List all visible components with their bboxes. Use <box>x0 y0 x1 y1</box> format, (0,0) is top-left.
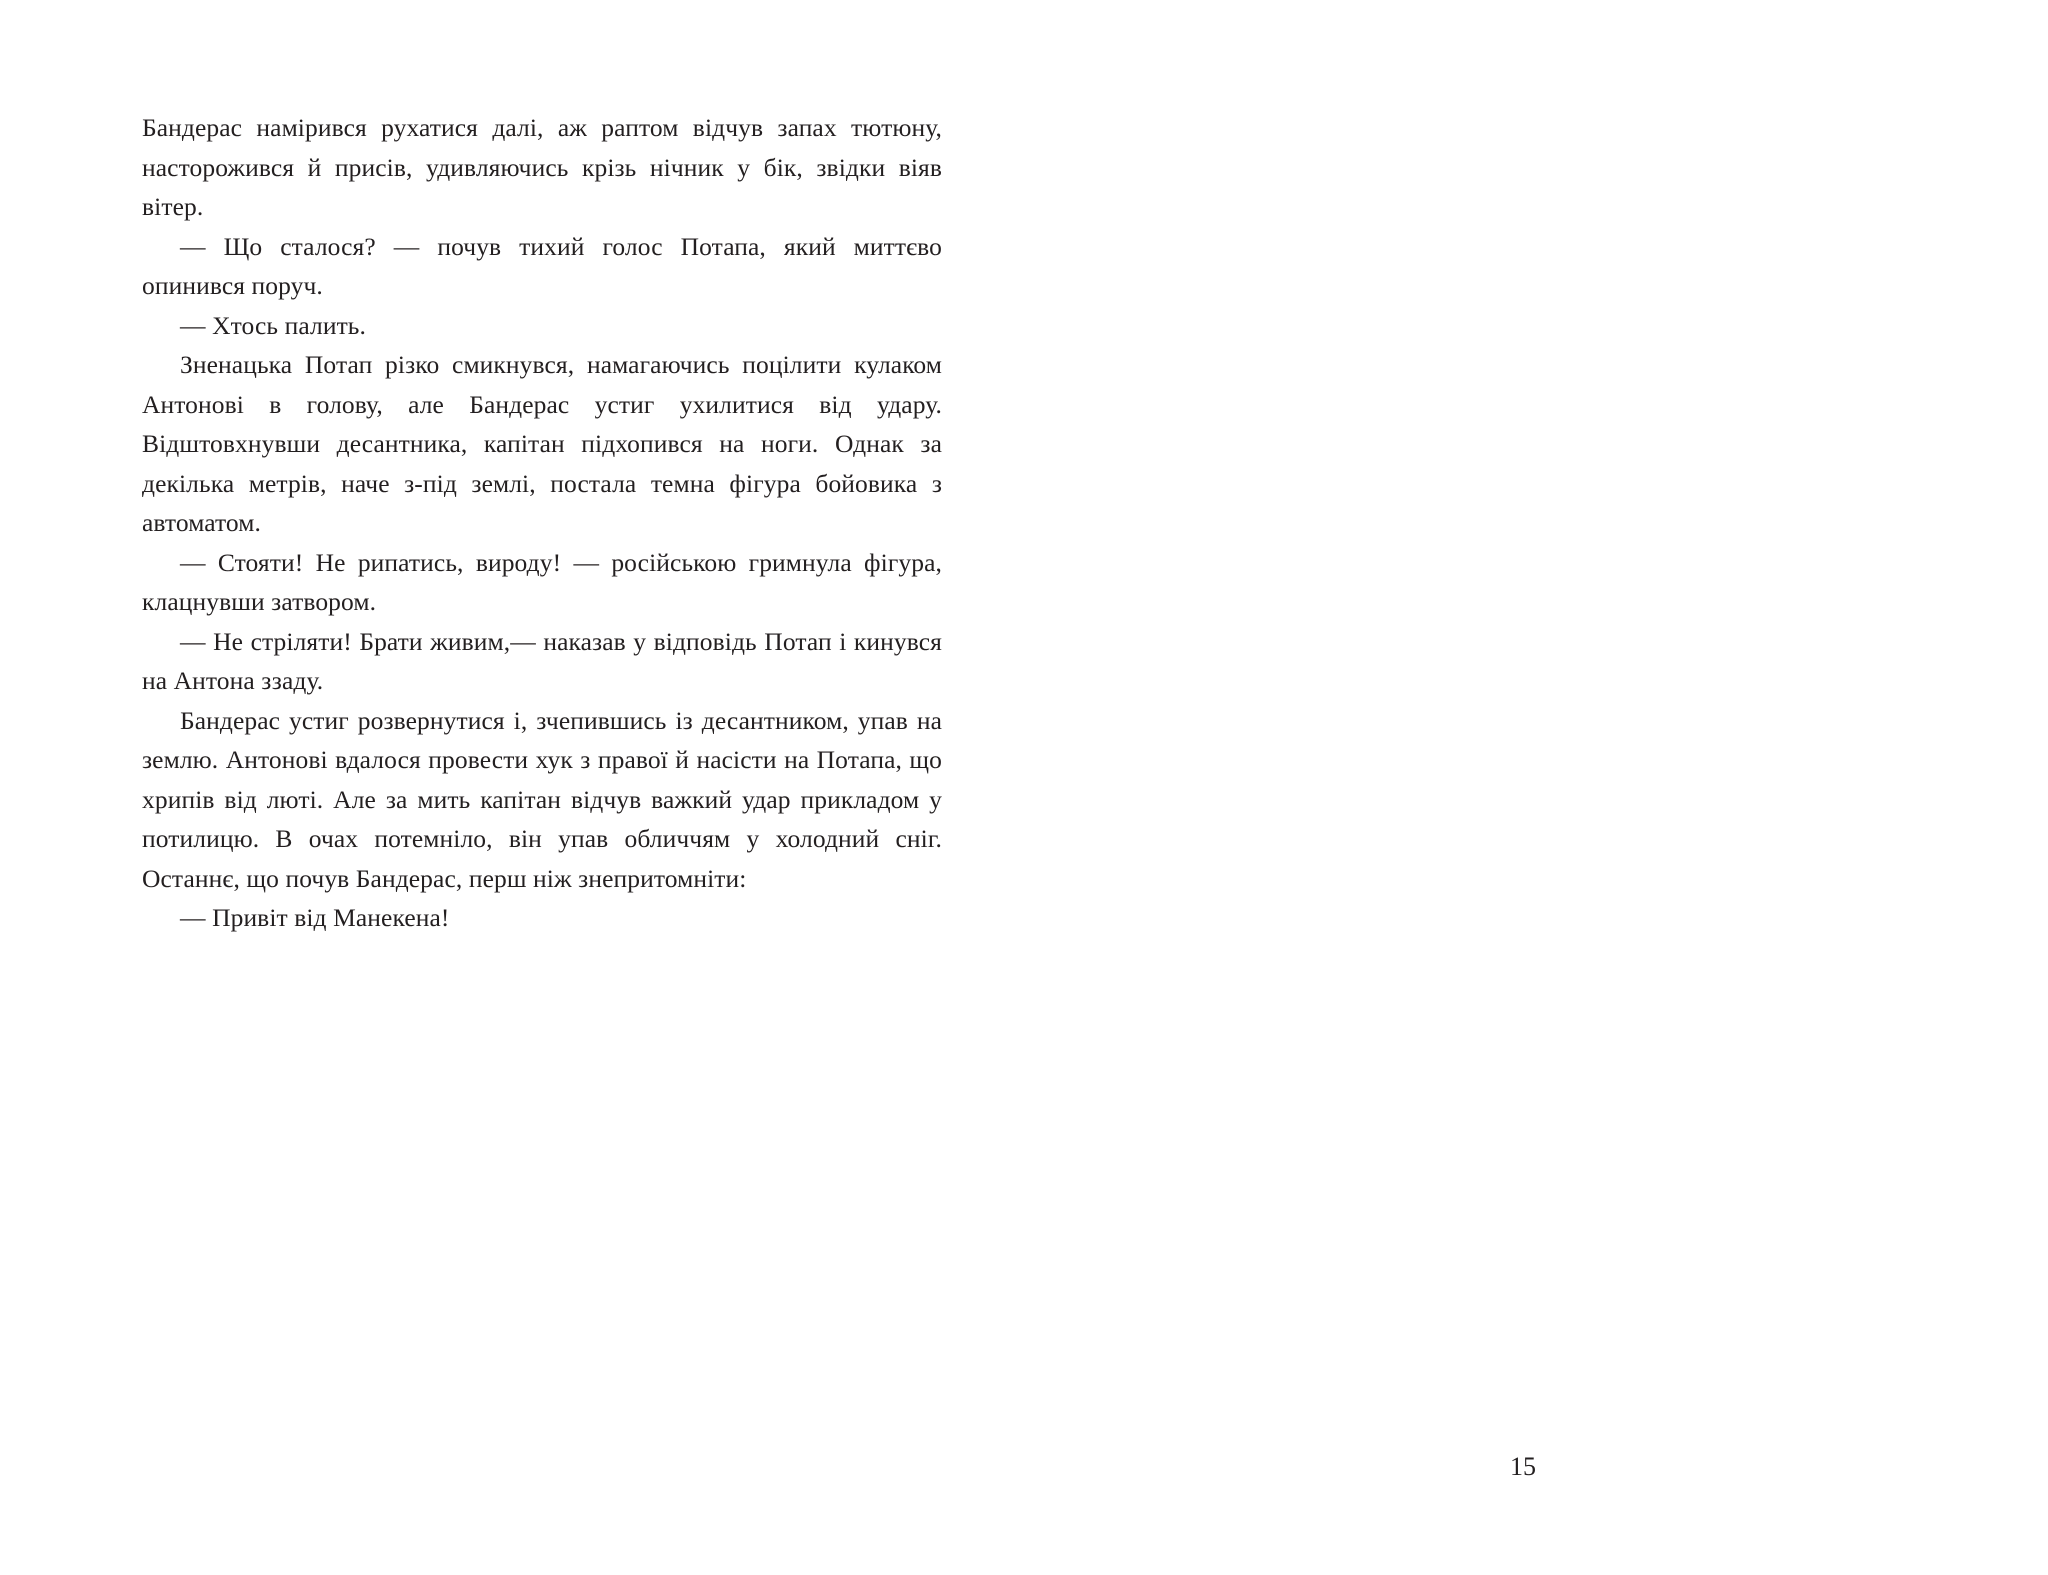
page-number: 15 <box>1510 1452 1536 1481</box>
paragraph: — Хтось палить. <box>180 310 367 340</box>
paragraph: Бандерас устиг розвернутися і, зчепившись із десантником, упав на землю. Антонові вдалося провести хук з правої й насісти на Потапа, що хрипів від люті. Але за мить капітан відчув важкий удар прикладом у потилицю. В очах потемніло, він упав обличчям у холодний сніг. Останнє, що почув Бандерас, перш ніж знепритомніти: <box>142 705 942 893</box>
body-text-column <box>142 108 942 938</box>
paragraph: Бандерас намірився рухатися далі, аж раптом відчув запах тютюну, насторожився й присів, удивляючись крізь нічник у бік, звідки віяв вітер. <box>142 113 942 221</box>
paragraph: — Не стріляти! Брати живим,— наказав у відповідь Потап і кинувся на Антона ззаду. <box>142 626 942 695</box>
paragraph: — Стояти! Не рипатись, вироду! — російською гримнула фігура, клацнувши затвором. <box>142 547 942 616</box>
paragraph: — Привіт від Манекена! <box>180 903 450 932</box>
paragraph: — Що сталося? — почув тихий голос Потапа, який миттєво опинився поруч. <box>142 231 942 300</box>
paragraph: Зненацька Потап різко смикнувся, намагаючись поцілити кулаком Антонові в голову, але Бандерас устиг ухилитися від удару. Відштовхнувши десантника, капітан підхопився на ноги. Однак за декілька метрів, наче з-під землі, постала темна фігура бойовика з автоматом. <box>142 350 942 537</box>
